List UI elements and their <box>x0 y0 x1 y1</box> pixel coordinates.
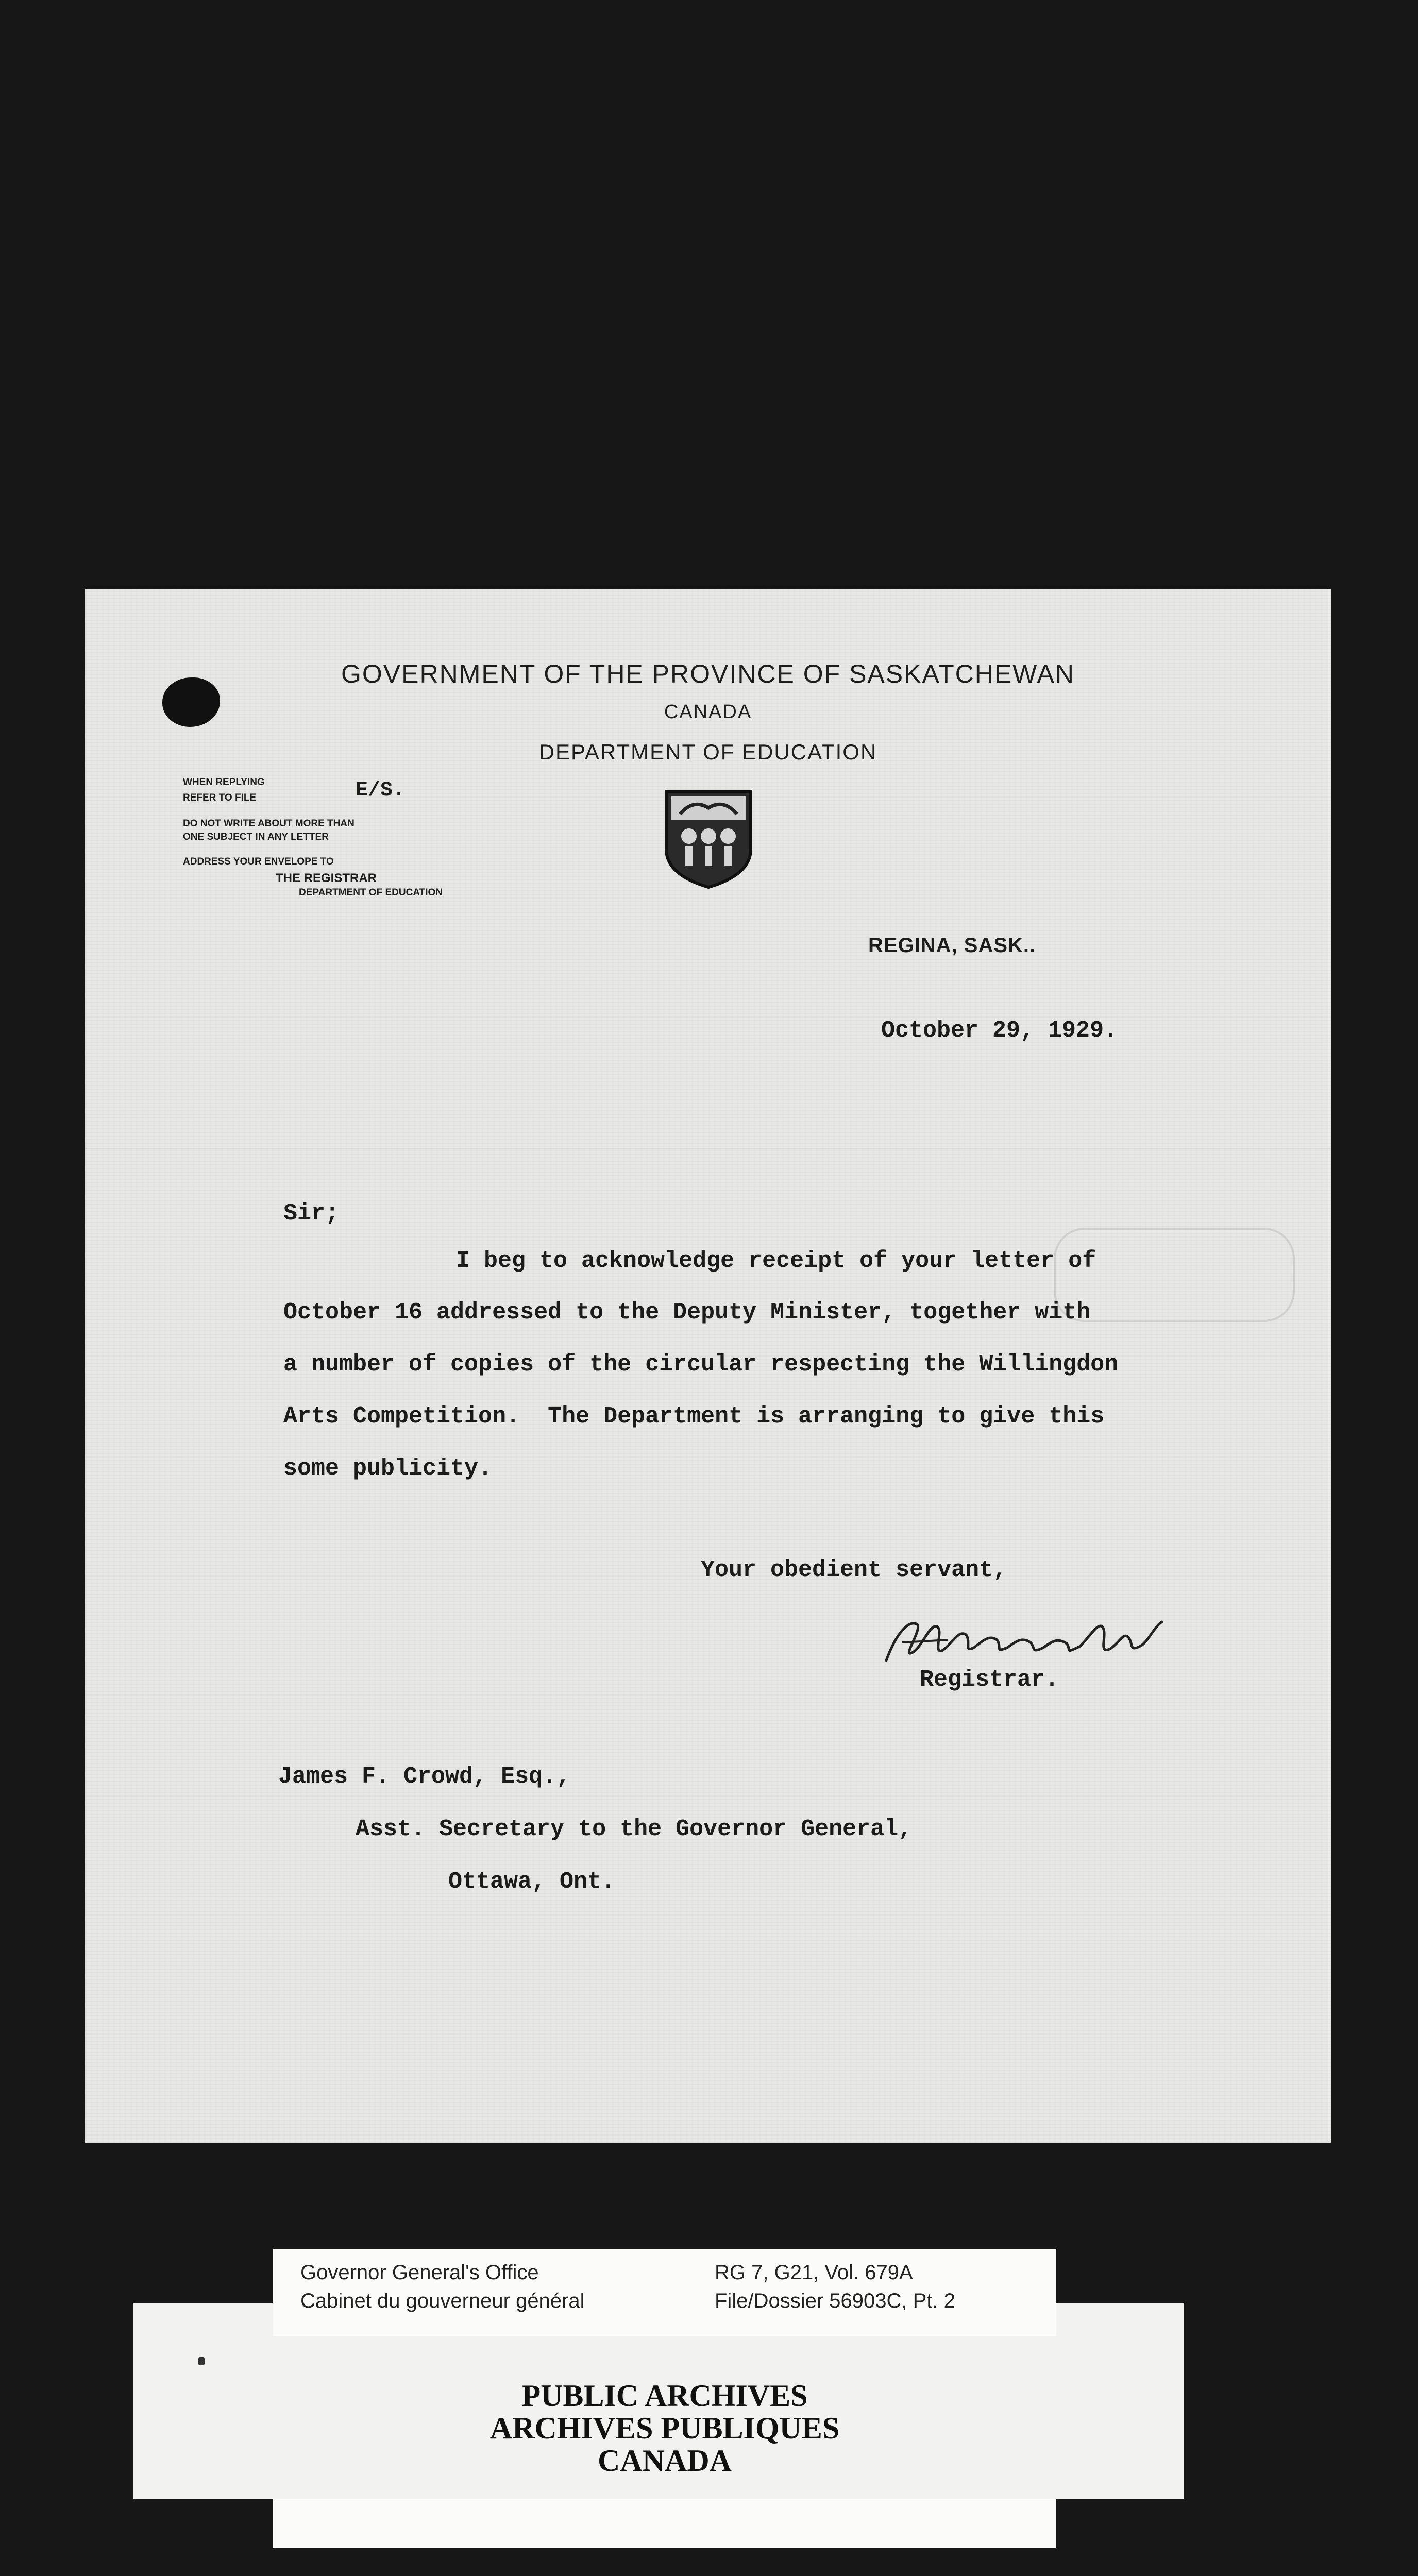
letter-date: October 29, 1929. <box>881 1018 1118 1044</box>
letter-sheet <box>85 589 1331 2143</box>
label-punch-mark <box>198 2357 205 2365</box>
paper-fold-line <box>85 1148 1331 1149</box>
body-line: Arts Competition. The Department is arranging to give this <box>283 1403 1105 1430</box>
notice-one-subject-1: DO NOT WRITE ABOUT MORE THAN <box>183 818 354 829</box>
recipient-position: Asst. Secretary to the Governor General, <box>356 1816 913 1842</box>
body-line: I beg to acknowledge receipt of your letter of <box>456 1248 1096 1274</box>
notice-address-envelope: ADDRESS YOUR ENVELOPE TO <box>183 856 334 867</box>
notice-registrar-dept: DEPARTMENT OF EDUCATION <box>299 887 443 898</box>
handwritten-signature-icon <box>881 1612 1170 1668</box>
salutation: Sir; <box>283 1200 340 1227</box>
label-reference: RG 7, G21, Vol. 679A <box>715 2261 913 2284</box>
letter-place: REGINA, SASK.. <box>868 934 1036 957</box>
archive-stamp-line2: ARCHIVES PUBLIQUES <box>489 2411 840 2445</box>
saskatchewan-crest-icon <box>662 787 755 890</box>
signer-title: Registrar. <box>920 1667 1059 1693</box>
letterhead-government: GOVERNMENT OF THE PROVINCE OF SASKATCHEWAN <box>341 659 1075 688</box>
body-line: some publicity. <box>283 1455 493 1482</box>
letterhead-country: CANADA <box>664 701 752 723</box>
recipient-name: James F. Crowd, Esq., <box>278 1764 571 1790</box>
file-reference: E/S. <box>356 779 406 802</box>
notice-when-replying: WHEN REPLYING <box>183 777 265 788</box>
archive-stamp-line3: CANADA <box>598 2444 732 2478</box>
body-line: a number of copies of the circular respecting the Willingdon <box>283 1351 1119 1378</box>
notice-refer-to-file: REFER TO FILE <box>183 792 257 803</box>
closing: Your obedient servant, <box>701 1557 1007 1583</box>
label-file: File/Dossier 56903C, Pt. 2 <box>715 2290 955 2312</box>
letterhead-department: DEPARTMENT OF EDUCATION <box>538 740 877 764</box>
notice-registrar: THE REGISTRAR <box>276 871 377 885</box>
label-office-en: Governor General's Office <box>300 2261 539 2284</box>
archive-stamp-line1: PUBLIC ARCHIVES <box>521 2379 808 2413</box>
archive-label-bottom-strip <box>273 2499 1056 2548</box>
notice-one-subject-2: ONE SUBJECT IN ANY LETTER <box>183 832 329 842</box>
body-line: October 16 addressed to the Deputy Minister, together with <box>283 1299 1091 1326</box>
recipient-city: Ottawa, Ont. <box>448 1869 616 1895</box>
label-office-fr: Cabinet du gouverneur général <box>300 2290 585 2312</box>
